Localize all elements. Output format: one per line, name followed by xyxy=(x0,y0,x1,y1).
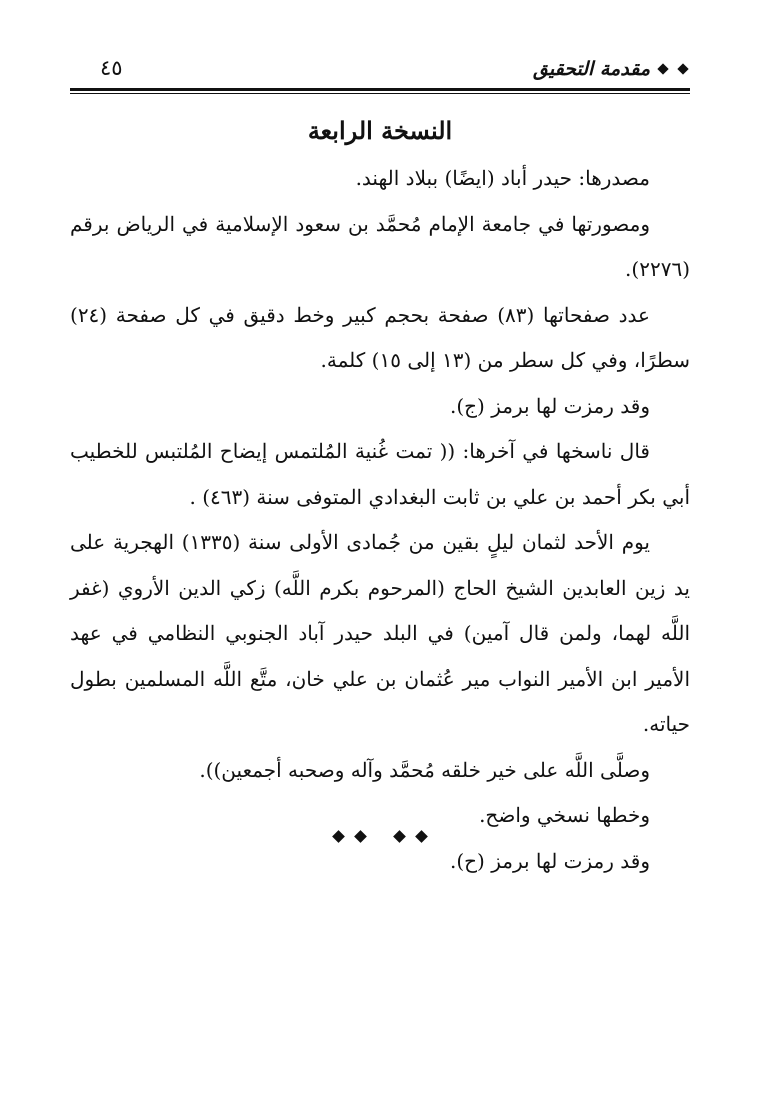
running-head xyxy=(533,58,690,80)
paragraph: قال ناسخها في آخرها: (( تمت غُنية المُلتمس إيضاح المُلتبس للخطيب أبي بكر أحمد بن علي بن ثابت البغدادي المتوفى سنة (٤٦٣) . xyxy=(70,439,690,509)
paragraph: ومصورتها في جامعة الإمام مُحمَّد بن سعود الإسلامية في الرياض برقم (٢٢٧٦). xyxy=(70,211,690,281)
paragraph: وقد رمزت لها برمز (ح). xyxy=(449,848,650,873)
running-head-title: مقدمة التحقيق xyxy=(533,58,650,80)
page-header xyxy=(70,52,690,88)
paragraph: وخطها نسخي واضح. xyxy=(479,803,650,827)
diamond-group xyxy=(331,832,368,841)
paragraph: وصلَّى اللَّه على خير خلقه مُحمَّد وآله وصحبه أجمعين)). xyxy=(199,757,650,782)
section-separator xyxy=(70,832,690,841)
diamond-icon xyxy=(354,830,367,843)
page-number: ٤٥ xyxy=(100,56,123,80)
paragraph: عدد صفحاتها (٨٣) صفحة بحجم كبير وخط دقيق في كل صفحة (٢٤) سطرًا، وفي كل سطر من (١٣ إلى ١٥) كلمة. xyxy=(70,302,690,372)
diamond-group xyxy=(392,832,429,841)
diamond-icon xyxy=(677,63,688,74)
diamond-icon xyxy=(657,63,668,74)
header-rule-thin xyxy=(70,93,690,94)
diamond-icon xyxy=(415,830,428,843)
diamond-icon xyxy=(393,830,406,843)
paragraph: مصدرها: حيدر أباد (ايضًا) ببلاد الهند. xyxy=(355,166,650,190)
paragraph: وقد رمزت لها برمز (ج). xyxy=(449,393,650,418)
paragraph: يوم الأحد لثمان ليلٍ بقين من جُمادى الأولى سنة (١٣٣٥) الهجرية على يد زين العابدين الشيخ الحاج (المرحوم بكرم اللَّه) زكي الدين الأروي (غفر اللَّه لهما، ولمن قال آمين) في البلد حيدر آباد الجنوبي النظامي في عهد الأمير ابن الأمير النواب مير عُثمان بن علي خان، متَّع اللَّه المسلمين بطول حياته. xyxy=(70,530,690,736)
section-heading: النسخة الرابعة xyxy=(307,116,453,145)
diamond-icon xyxy=(332,830,345,843)
body-text xyxy=(70,156,690,884)
header-rule-thick xyxy=(70,88,690,91)
